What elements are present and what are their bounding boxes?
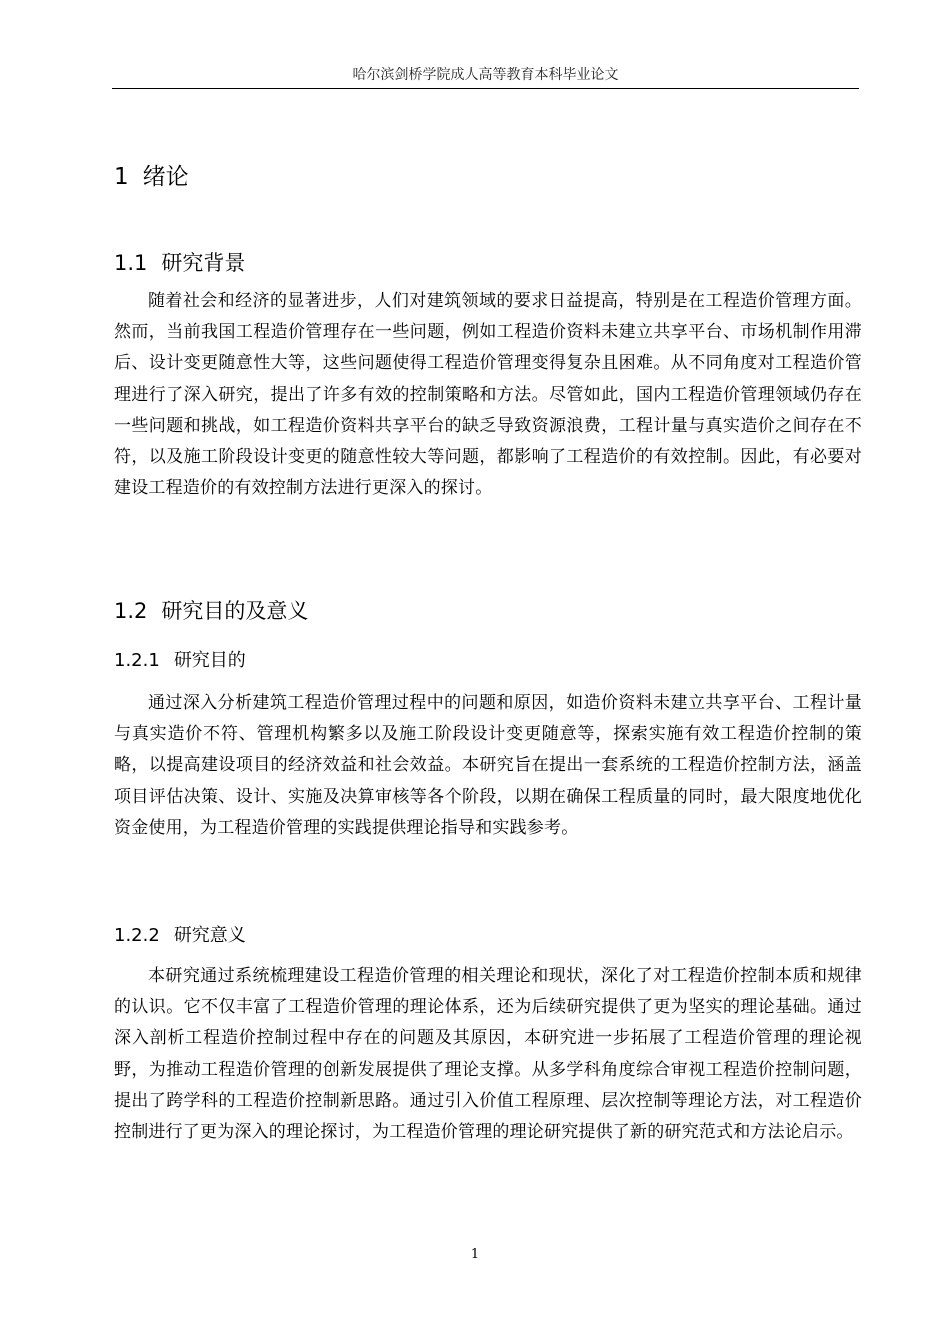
subsection-heading-significance	[114, 923, 246, 949]
header-rule	[112, 88, 859, 89]
subsection-heading-purpose	[114, 648, 246, 674]
section-title: 研究背景	[161, 251, 246, 275]
subsection-title: 研究目的	[173, 650, 246, 671]
section-number: 1.1	[114, 251, 148, 275]
page-number: 1	[470, 1247, 480, 1262]
subsection-number: 1.2.1	[114, 650, 160, 671]
paragraph-significance: 本研究通过系统梳理建设工程造价管理的相关理论和现状，深化了对工程造价控制本质和规律的认识。它不仅丰富了工程造价管理的理论体系，还为后续研究提供了更为坚实的理论基础。通过深入剖析工程造价控制过程中存在的问题及其原因，本研究进一步拓展了工程造价管理的理论视野，为推动工程造价管理的创新发展提供了理论支撑。从多学科角度综合审视工程造价控制问题，提出了跨学科的工程造价控制新思路。通过引入价值工程原理、层次控制等理论方法，对工程造价控制进行了更为深入的理论探讨，为工程造价管理的理论研究提供了新的研究范式和方法论启示。	[114, 966, 862, 1143]
chapter-heading	[114, 162, 189, 192]
chapter-number: 1	[114, 164, 129, 190]
section-number: 1.2	[114, 599, 148, 623]
running-header: 哈尔滨剑桥学院成人高等教育本科毕业论文	[352, 67, 619, 83]
subsection-number: 1.2.2	[114, 925, 160, 946]
paragraph-background: 随着社会和经济的显著进步，人们对建筑领域的要求日益提高，特别是在工程造价管理方面。然而，当前我国工程造价管理存在一些问题，例如工程造价资料未建立共享平台、市场机制作用滞后、设计变更随意性大等，这些问题使得工程造价管理变得复杂且困难。从不同角度对工程造价管理进行了深入研究，提出了许多有效的控制策略和方法。尽管如此，国内工程造价管理领域仍存在一些问题和挑战，如工程造价资料共享平台的缺乏导致资源浪费，工程计量与真实造价之间存在不符，以及施工阶段设计变更的随意性较大等问题，都影响了工程造价的有效控制。因此，有必要对建设工程造价的有效控制方法进行更深入的探讨。	[114, 291, 862, 499]
section-title: 研究目的及意义	[161, 599, 309, 623]
chapter-title: 绪论	[142, 164, 189, 190]
subsection-title: 研究意义	[173, 925, 246, 946]
paragraph-purpose: 通过深入分析建筑工程造价管理过程中的问题和原因，如造价资料未建立共享平台、工程计量与真实造价不符、管理机构繁多以及施工阶段设计变更随意等，探索实施有效工程造价控制的策略，以提高建设项目的经济效益和社会效益。本研究旨在提出一套系统的工程造价控制方法，涵盖项目评估决策、设计、实施及决算审核等各个阶段，以期在确保工程质量的同时，最大限度地优化资金使用，为工程造价管理的实践提供理论指导和实践参考。	[114, 693, 862, 838]
section-heading-purpose-significance	[114, 597, 308, 625]
section-heading-background	[114, 249, 245, 277]
